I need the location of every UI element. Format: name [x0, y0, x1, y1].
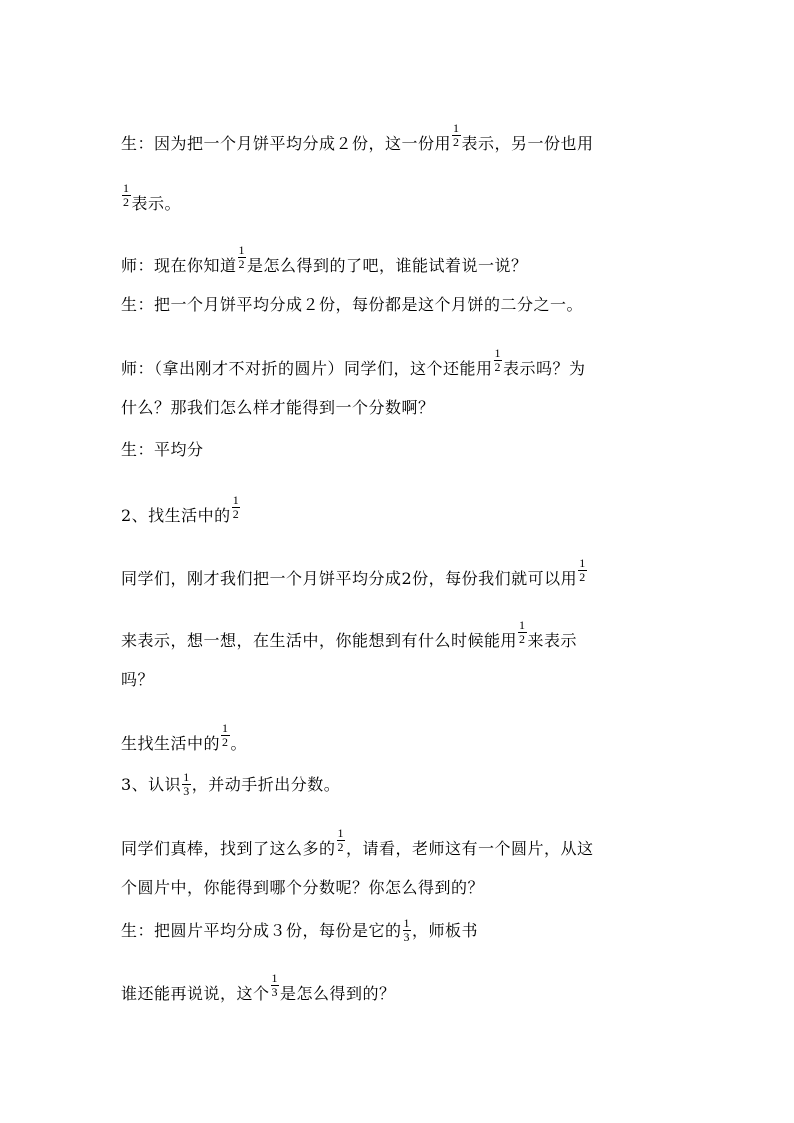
text-segment: 什么？那我们怎么样才能得到一个分数啊？: [121, 398, 435, 417]
text-line: [121, 121, 594, 158]
fraction: [337, 827, 346, 854]
text-line: [121, 346, 586, 383]
fraction-numerator: 1: [453, 121, 460, 135]
fraction-denominator: 2: [337, 840, 345, 854]
text-segment: 表示，另一份也用: [461, 134, 594, 153]
text-segment: ，请看，老师这有一个圆片，从这: [346, 839, 594, 858]
fraction: [182, 771, 191, 798]
fraction-numerator: 1: [232, 493, 240, 507]
fraction-numerator: 1: [222, 721, 229, 735]
text-segment: 表示。: [131, 194, 182, 213]
text-segment: 同学们，刚才我们把一个月饼平均分成2份，每份我们就可以用: [121, 569, 578, 588]
fraction-denominator: 2: [222, 735, 229, 749]
text-line: [121, 556, 588, 593]
fraction-denominator: 2: [453, 135, 460, 149]
fraction-denominator: 2: [519, 632, 526, 646]
fraction: [403, 917, 412, 944]
text-line: [121, 878, 484, 898]
fraction-denominator: 2: [123, 195, 130, 209]
fraction-numerator: 1: [183, 770, 190, 784]
fraction-denominator: 3: [183, 784, 190, 798]
fraction: [578, 557, 587, 584]
text-line: [121, 721, 248, 758]
text-line: [121, 243, 528, 280]
fraction-numerator: 1: [271, 971, 279, 985]
text-line: [121, 295, 583, 315]
text-segment: ，师板书: [412, 921, 479, 940]
text-segment: ，并动手折出分数。: [191, 775, 341, 794]
text-line: [121, 918, 478, 945]
text-segment: 生：平均分: [121, 440, 204, 459]
fraction: [452, 122, 461, 149]
fraction-denominator: 3: [403, 930, 411, 944]
text-segment: 表示吗？为: [503, 359, 586, 378]
text-segment: 同学们真棒，找到了这么多的: [121, 839, 336, 858]
text-line: [121, 398, 435, 418]
fraction: [494, 347, 503, 374]
text-segment: 2、找生活中的: [121, 506, 231, 525]
text-segment: 。: [230, 734, 248, 753]
fraction-numerator: 1: [123, 181, 130, 195]
text-segment: 谁还能再说说，这个: [121, 984, 270, 1003]
text-segment: 个圆片中，你能得到哪个分数呢？你怎么得到的？: [121, 878, 485, 897]
fraction-numerator: 1: [238, 243, 246, 257]
fraction-numerator: 1: [337, 826, 345, 840]
text-segment: 是怎么得到的？: [280, 984, 396, 1003]
text-segment: 生：把圆片平均分成３份，每份是它的: [121, 921, 402, 940]
text-line: [121, 670, 154, 690]
section-heading: [121, 772, 340, 799]
text-segment: 生：因为把一个月饼平均分成２份，这一份用: [121, 134, 452, 153]
text-segment: 师：（拿出刚才不对折的圆片）同学们，这个还能用: [121, 359, 493, 378]
fraction-numerator: 1: [403, 916, 411, 930]
fraction-numerator: 1: [494, 346, 502, 360]
text-line: [121, 440, 204, 460]
text-segment: 吗？: [121, 670, 155, 689]
fraction-numerator: 1: [519, 618, 526, 632]
text-segment: 生：把一个月饼平均分成２份，每份都是这个月饼的二分之一。: [121, 295, 584, 314]
text-segment: 来表示: [527, 631, 578, 650]
fraction-denominator: 2: [238, 257, 246, 271]
fraction: [122, 182, 131, 209]
fraction-denominator: 2: [494, 360, 502, 374]
fraction-denominator: 2: [232, 507, 240, 521]
section-heading: [121, 493, 241, 530]
fraction: [518, 619, 527, 646]
fraction-denominator: 3: [271, 985, 279, 999]
text-line: [121, 971, 396, 1008]
text-segment: 来表示，想一想，在生活中，你能想到有什么时候能用: [121, 631, 518, 650]
fraction: [238, 244, 247, 271]
text-line: [121, 826, 594, 863]
fraction: [221, 722, 230, 749]
fraction: [271, 972, 280, 999]
fraction: [232, 494, 241, 521]
text-line: [121, 618, 578, 655]
text-segment: 生找生活中的: [121, 734, 221, 753]
text-segment: 3、认识: [121, 775, 182, 794]
fraction-numerator: 1: [579, 556, 586, 570]
text-segment: 师：现在你知道: [121, 256, 237, 275]
fraction-denominator: 2: [579, 570, 586, 584]
text-line: [121, 181, 182, 218]
text-segment: 是怎么得到的了吧，谁能试着说一说？: [247, 256, 528, 275]
